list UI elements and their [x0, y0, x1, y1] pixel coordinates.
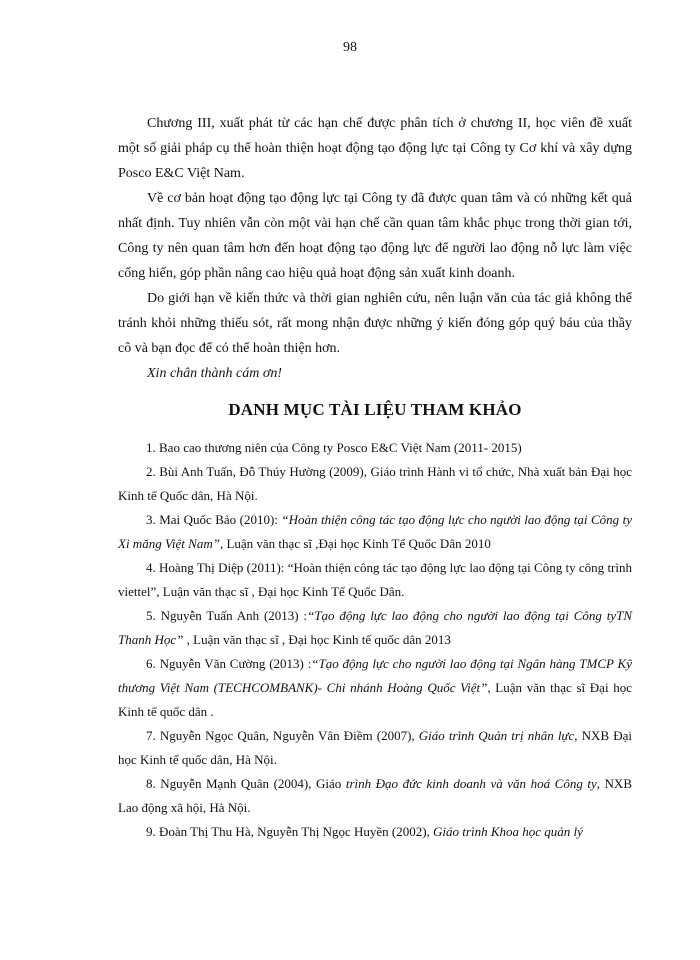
- reference-text: 7. Nguyễn Ngọc Quân, Nguyễn Vân Điềm (2007),: [146, 728, 419, 743]
- paragraph-limitations: Do giới hạn về kiến thức và thời gian nghiên cứu, nên luận văn của tác giả không thể tránh khỏi những thiếu sót, rất mong nhận được những ý kiến đóng góp quý báu của thầy cô và bạn đọc để có thể hoàn thiện hơn.: [118, 291, 632, 356]
- reference-item: [118, 556, 632, 604]
- reference-item: [118, 652, 632, 724]
- reference-title: trình Đạo đức kinh doanh và văn hoá Công ty: [345, 776, 597, 791]
- reference-item: [118, 604, 632, 652]
- reference-item: [118, 772, 632, 820]
- reference-title: “Hoàn thiện công tác tạo động lực cho người lao động tại Công ty Xi măng Việt Nam”: [118, 512, 633, 551]
- reference-item: [118, 508, 632, 556]
- reference-title: Giáo trình Quản trị nhân lực: [418, 728, 575, 743]
- reference-text: 3. Mai Quốc Bảo (2010):: [146, 512, 282, 527]
- reference-title: “Tạo động lực lao động cho người lao động tại Công tyTN Thanh Học”: [118, 608, 633, 647]
- reference-source: , NXB Đại học Kinh tế quốc dân, Hà Nội.: [118, 728, 632, 767]
- page-number: 98: [343, 40, 357, 55]
- reference-title: Giáo trình Khoa học quản lý: [433, 824, 583, 839]
- reference-text: 1. Bao cao thương niên của Công ty Posco E&C Việt Nam (2011- 2015): [146, 440, 522, 455]
- reference-item: [118, 460, 632, 508]
- reference-item: [118, 436, 632, 460]
- reference-text: 9. Đoàn Thị Thu Hà, Nguyễn Thị Ngọc Huyền (2002),: [146, 824, 434, 839]
- reference-text: 6. Nguyễn Văn Cường (2013) :: [146, 656, 312, 671]
- reference-source: , Luận văn thạc sĩ Đại học Kinh tế quốc dân .: [118, 680, 633, 719]
- references-heading: DANH MỤC TÀI LIỆU THAM KHẢO: [228, 400, 522, 419]
- reference-source: , NXB Lao động xã hội, Hà Nội.: [118, 776, 632, 815]
- thanks-line: Xin chân thành cám ơn!: [147, 366, 283, 381]
- paragraph-chapter-summary: Chương III, xuất phát từ các hạn chế được phân tích ở chương II, học viên đề xuất một số giải pháp cụ thể hoàn thiện hoạt động tạo động lực tại Công ty Cơ khí và xây dựng Posco E&C Việt Nam.: [118, 116, 632, 181]
- reference-text: 2. Bùi Anh Tuấn, Đỗ Thúy Hường (2009), Giáo trình Hành vi tổ chức, Nhà xuất bản Đại học Kinh tế Quốc dân, Hà Nội.: [118, 464, 632, 503]
- reference-title: “Tạo động lực cho người lao động tại Ngân hàng TMCP Kỹ thương Việt Nam (TECHCOMBANK)- Chi nhánh Hoàng Quốc Việt”: [118, 656, 632, 695]
- reference-text: 8. Nguyễn Mạnh Quân (2004), Giáo: [146, 776, 346, 791]
- page-content: [118, 111, 632, 844]
- reference-text: 4. Hoàng Thị Diệp (2011): “Hoàn thiện công tác tạo động lực lao động tại Công ty công trình viettel”, Luận văn thạc sĩ , Đại học Kinh Tế Quốc Dân.: [118, 560, 632, 599]
- paragraph-assessment: Về cơ bản hoạt động tạo động lực tại Công ty đã được quan tâm và có những kết quả nhất định. Tuy nhiên vẫn còn một vài hạn chế cần quan tâm khắc phục trong thời gian tới, Công ty nên quan tâm hơn đến hoạt động tạo động lực để người lao động nỗ lực làm việc cống hiến, góp phần nâng cao hiệu quả hoạt động sản xuất kinh doanh.: [118, 191, 632, 281]
- reference-source: , Luận văn thạc sĩ , Đại học Kinh tế quốc dân 2013: [183, 632, 451, 647]
- reference-source: , Luận văn thạc sĩ ,Đại học Kinh Tế Quốc Dân 2010: [219, 536, 491, 551]
- reference-item: [118, 820, 632, 844]
- references-list: [118, 436, 632, 844]
- reference-item: [118, 724, 632, 772]
- reference-text: 5. Nguyễn Tuấn Anh (2013) :: [146, 608, 308, 623]
